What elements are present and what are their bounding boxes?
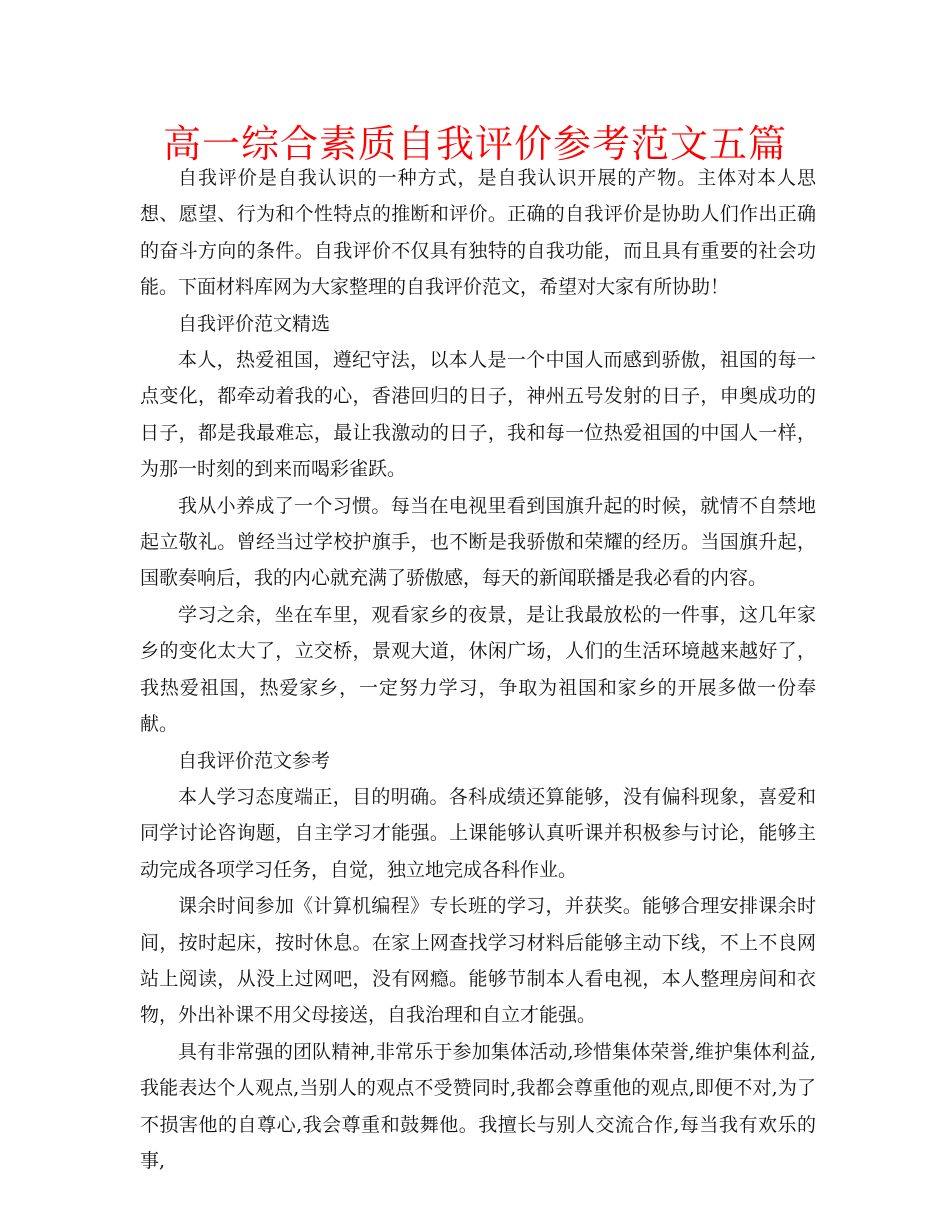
paragraph: 具有非常强的团队精神,非常乐于参加集体活动,珍惜集体荣誉,维护集体利益,我能表达个人观点,当别人的观点不受赞同时,我都会尊重他的观点,即便不对,为了不损害他的自尊心,我会尊重和鼓舞他。我擅长与别人交流合作,每当我有欢乐的事,	[140, 1040, 816, 1172]
document-body	[140, 160, 816, 1179]
paragraph: 我从小养成了一个习惯。每当在电视里看到国旗升起的时候，就情不自禁地起立敬礼。曾经当过学校护旗手，也不断是我骄傲和荣耀的经历。当国旗升起，国歌奏响后，我的内心就充满了骄傲感，每天的新闻联播是我必看的内容。	[140, 494, 816, 590]
paragraph-intro: 自我评价是自我认识的一种方式，是自我认识开展的产物。主体对本人思想、愿望、行为和个性特点的推断和评价。正确的自我评价是协助人们作出正确的奋斗方向的条件。自我评价不仅具有独特的自我功能，而且具有重要的社会功能。下面材料库网为大家整理的自我评价范文，希望对大家有所协助！	[140, 167, 816, 299]
paragraph: 本人，热爱祖国，遵纪守法，以本人是一个中国人而感到骄傲，祖国的每一点变化，都牵动着我的心，香港回归的日子，神州五号发射的日子，申奥成功的日子，都是我最难忘，最让我激动的日子，我和每一位热爱祖国的中国人一样，为那一时刻的到来而喝彩雀跃。	[140, 349, 816, 481]
paragraph: 本人学习态度端正，目的明确。各科成绩还算能够，没有偏科现象，喜爱和同学讨论咨询题，自主学习才能强。上课能够认真听课并积极参与讨论，能够主动完成各项学习任务，自觉，独立地完成各科作业。	[140, 785, 816, 881]
paragraph: 学习之余，坐在车里，观看家乡的夜景，是让我最放松的一件事，这几年家乡的变化太大了，立交桥，景观大道，休闲广场，人们的生活环境越来越好了，我热爱祖国，热爱家乡，一定努力学习，争取为祖国和家乡的开展多做一份奉献。	[140, 603, 816, 736]
paragraph: 课余时间参加《计算机编程》专长班的学习，并获奖。能够合理安排课余时间，按时起床，按时休息。在家上网查找学习材料后能够主动下线，不上不良网站上阅读，从没上过网吧，没有网瘾。能够节制本人看电视，本人整理房间和衣物，外出补课不用父母接送，自我治理和自立才能强。	[140, 895, 816, 1027]
section-heading-reference: 自我评价范文参考	[178, 749, 331, 772]
section-heading-selected: 自我评价范文精选	[178, 312, 331, 335]
document-title: 高一综合素质自我评价参考范文五篇	[162, 122, 787, 166]
